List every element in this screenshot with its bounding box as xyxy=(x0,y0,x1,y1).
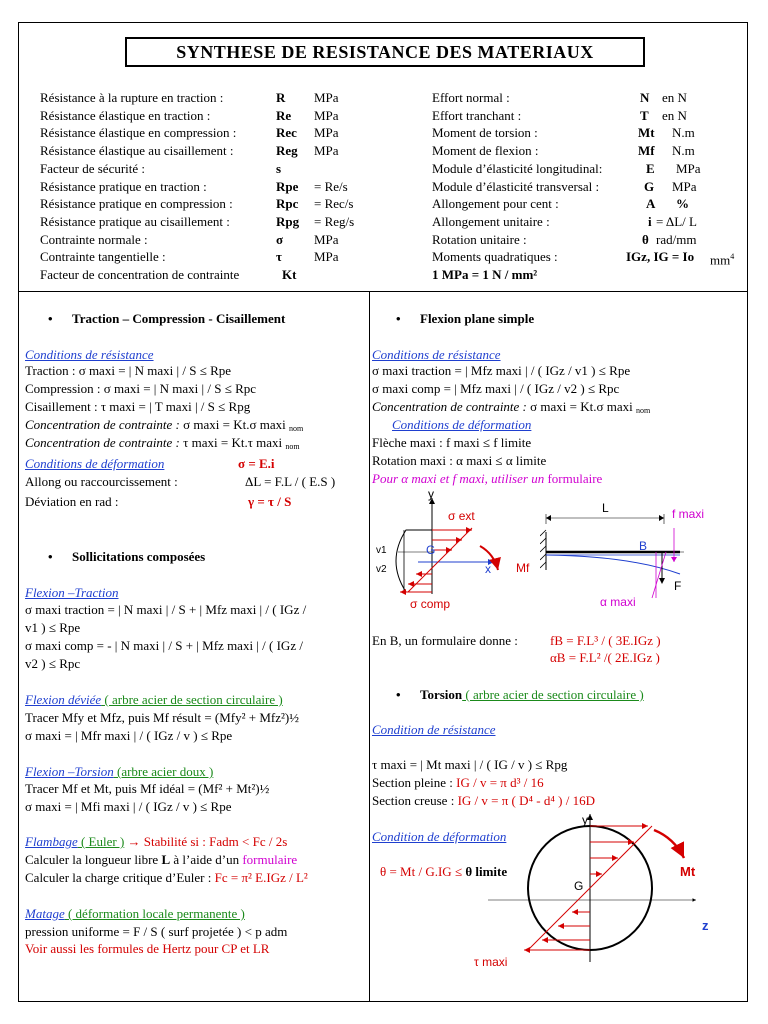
divider-vertical xyxy=(369,291,370,1001)
sym-left-symbol: Rpc xyxy=(276,196,299,212)
ft-line2: v1 ) ≤ Rpe xyxy=(25,620,81,635)
formulaire-note: Pour α maxi et f maxi, utiliser un formulaire xyxy=(372,471,603,486)
sym-left-unit: MPa xyxy=(314,231,339,247)
ft-line4: v2 ) ≤ Rpc xyxy=(25,656,81,671)
sym-left-label: Contrainte normale : xyxy=(40,231,148,247)
cond-res-label: Conditions de résistance xyxy=(372,347,501,362)
flexion-stress-diagram xyxy=(368,488,538,618)
fto-line1: Tracer Mf et Mt, puis Mf idéal = (Mf² + Mt²)½ xyxy=(25,781,270,796)
sym-left-unit: = Rec/s xyxy=(314,196,354,212)
sym-left-label: Résistance pratique en compression : xyxy=(40,196,233,212)
ft-line3: σ maxi comp = - | N maxi | / S + | Mfz maxi | / ( IGz / xyxy=(25,638,303,653)
torsion-res-eq: τ maxi = | Mt maxi | / ( IG / v ) ≤ Rpg xyxy=(372,757,568,772)
sym-left-unit: MPa xyxy=(314,107,339,123)
cond-def-label: Conditions de déformation xyxy=(25,456,165,471)
sym-left-label: Résistance élastique en traction : xyxy=(40,107,211,123)
cisaillement-eq: Cisaillement : τ maxi = | T maxi | / S ≤ Rpg xyxy=(25,399,251,414)
section-creuse: Section creuse : IG / v = π ( D⁴ - d⁴ ) / 16D xyxy=(372,793,595,808)
sym-left-unit: = Reg/s xyxy=(314,213,355,229)
page-title: SYNTHESE DE RESISTANCE DES MATERIAUX xyxy=(125,37,645,67)
hooke-eq: σ = E.i xyxy=(238,456,275,471)
fd-line1: Tracer Mfy et Mfz, puis Mf résult = (Mfy² + Mfz²)½ xyxy=(25,710,299,725)
sym-right-symbol: E xyxy=(646,160,655,176)
fleche-eq: Flèche maxi : f maxi ≤ f limite xyxy=(372,435,532,450)
sym-right-label: Effort tranchant : xyxy=(432,107,522,123)
sym-left-label: Contrainte tangentielle : xyxy=(40,249,166,265)
cond-def-torsion-label: Condition de déformation xyxy=(372,829,507,844)
cantilever-diagram xyxy=(540,498,740,618)
sym-left-label: Résistance à la rupture en traction : xyxy=(40,90,224,105)
sym-left-symbol: Rec xyxy=(276,125,297,141)
sym-left-label: Facteur de sécurité : xyxy=(40,160,146,176)
matage-line2: Voir aussi les formules de Hertz pour CP et LR xyxy=(25,941,270,956)
sym-left-label: Résistance pratique au cisaillement : xyxy=(40,213,230,229)
sym-right-unit: $mm^4$ xyxy=(710,252,735,268)
sym-right-symbol: i xyxy=(648,213,652,229)
sym-left-symbol: Rpg xyxy=(276,213,300,229)
sym-right-label: Moment de flexion : xyxy=(432,143,539,159)
sym-right-label: Module d’élasticité transversal : xyxy=(432,178,600,194)
sym-left-symbol: Reg xyxy=(276,143,298,159)
fig1-Mf: Mf xyxy=(516,561,530,575)
concentration-sigma: Concentration de contrainte : σ maxi = Kt.σ maxi $_{nom}$ xyxy=(372,399,651,415)
flexion-comp-eq: σ maxi comp = | Mfz maxi | / ( IGz / v2 ) ≤ Rpc xyxy=(372,381,620,396)
deviation-eq: γ = τ / S xyxy=(248,494,292,509)
sym-left-unit: MPa xyxy=(314,143,339,159)
sym-right-label: Allongement pour cent : xyxy=(432,196,559,212)
compression-eq: Compression : σ maxi = | N maxi | / S ≤ Rpc xyxy=(25,381,257,396)
sym-right-unit: en N xyxy=(662,107,687,123)
sym-left-symbol: Kt xyxy=(282,267,297,282)
sym-right-unit: = ΔL/ L xyxy=(656,213,697,229)
rotation-eq: Rotation maxi : α maxi ≤ α limite xyxy=(372,453,547,468)
sym-right-symbol: 1 MPa = 1 N / mm² xyxy=(432,267,538,282)
sym-left-symbol: R xyxy=(276,90,286,105)
fig1-sigma-comp: σ comp xyxy=(410,597,451,611)
fig1-G: G xyxy=(426,543,436,557)
allong-eq: ΔL = F.L / ( E.S ) xyxy=(245,474,336,489)
arrow-right-icon: → xyxy=(127,834,141,849)
fig3-tau: τ maxi xyxy=(474,955,508,969)
fig3-y-label: y xyxy=(582,813,588,827)
sym-right-symbol: Mt xyxy=(638,125,655,141)
sym-left-label: Facteur de concentration de contrainte xyxy=(40,267,240,282)
sym-right-symbol: G xyxy=(644,178,655,194)
sym-left-symbol: s xyxy=(276,160,282,176)
sym-left-symbol: σ xyxy=(276,231,284,247)
flambage-line2: Calculer la charge critique d’Euler : Fc = π² E.IGz / L² xyxy=(25,870,308,885)
sym-right-symbol: Mf xyxy=(638,143,655,159)
fd-line2: σ maxi = | Mfr maxi | / ( IGz / v ) ≤ Rpe xyxy=(25,728,233,743)
ft-line1: σ maxi traction = | N maxi | / S + | Mfz maxi | / ( IGz / xyxy=(25,602,307,617)
bullet-dot: • xyxy=(396,687,401,702)
fig1-v2: v2 xyxy=(376,564,387,575)
sym-left-label: Résistance pratique en traction : xyxy=(40,178,207,194)
sym-right-label: Moment de torsion : xyxy=(432,125,538,141)
flexion-traction-label: Flexion –Traction xyxy=(25,585,119,600)
sym-left-symbol: Re xyxy=(276,107,292,123)
sym-right-unit: MPa xyxy=(676,160,701,176)
sym-right-unit: N.m xyxy=(672,125,695,141)
matage-heading: Matage ( déformation locale permanente ) xyxy=(25,906,245,921)
bullet-dot: • xyxy=(48,311,53,326)
section-pleine: Section pleine : IG / v = π d³ / 16 xyxy=(372,775,544,790)
sym-right-symbol: θ xyxy=(642,231,649,247)
matage-line1: pression uniforme = F / S ( surf projetée ) < p adm xyxy=(25,924,288,939)
sym-left-unit: MPa xyxy=(314,90,339,105)
bullet-dot: • xyxy=(396,311,401,326)
sym-left-symbol: Rpe xyxy=(276,178,299,194)
sym-right-label: Effort normal : xyxy=(432,90,510,105)
fig2-F: F xyxy=(674,579,682,593)
fig1-v1: v1 xyxy=(376,545,387,556)
ab-eq: αB = F.L² /( 2E.IGz ) xyxy=(550,650,660,665)
sym-right-symbol: A xyxy=(646,196,656,212)
fig2-B: B xyxy=(639,539,648,553)
sym-right-symbol: T xyxy=(640,107,649,123)
traction-eq: Traction : σ maxi = | N maxi | / S ≤ Rpe xyxy=(25,363,232,378)
flambage-line1: Calculer la longueur libre L à l’aide d’un formulaire xyxy=(25,852,298,867)
sym-left-label: Résistance élastique au cisaillement : xyxy=(40,143,234,159)
fig3-z: z xyxy=(702,918,709,933)
sym-right-symbol: IGz, IG = Io xyxy=(626,249,695,265)
sym-left-label: Résistance élastique en compression : xyxy=(40,125,237,141)
fig3-Mt: Mt xyxy=(680,864,696,879)
section-torsion-heading: Torsion ( arbre acier de section circulaire ) xyxy=(420,687,644,702)
flambage-heading: Flambage ( Euler ) → Stabilité si : Fadm < Fc / 2s xyxy=(25,834,288,849)
sym-left-unit: = Re/s xyxy=(314,178,348,194)
section-traction-heading: Traction – Compression - Cisaillement xyxy=(72,311,286,326)
sym-right-label: Moments quadratiques : xyxy=(432,249,558,265)
concentration-tau: Concentration de contrainte : τ maxi = Kt.τ maxi $_{nom}$ xyxy=(25,435,300,451)
deviation-label: Déviation en rad : xyxy=(25,494,119,509)
sym-left-symbol: τ xyxy=(276,249,282,265)
sym-right-unit: N.m xyxy=(672,143,695,159)
fto-line2: σ maxi = | Mfi maxi | / ( IGz / v ) ≤ Rpe xyxy=(25,799,232,814)
sym-right-unit: % xyxy=(676,196,689,212)
fig2-L: L xyxy=(602,501,609,515)
bullet-dot: • xyxy=(48,549,53,564)
divider-horizontal xyxy=(19,291,747,292)
sym-right-unit: MPa xyxy=(672,178,697,194)
flexion-torsion-heading: Flexion –Torsion (arbre acier doux ) xyxy=(25,764,214,779)
cond-res-label: Conditions de résistance xyxy=(25,347,154,362)
sym-right-label: Module d’élasticité longitudinal: xyxy=(432,160,603,176)
section-flexion-heading: Flexion plane simple xyxy=(420,311,535,326)
concentration-sigma: Concentration de contrainte : σ maxi = Kt.σ maxi $_{nom}$ xyxy=(25,417,304,433)
fb-eq: fB = F.L³ / ( 3E.IGz ) xyxy=(550,633,661,648)
cond-res-torsion-label: Condition de résistance xyxy=(372,722,496,737)
flexion-traction-eq: σ maxi traction = | Mfz maxi | / ( IGz / v1 ) ≤ Rpe xyxy=(372,363,631,378)
fig1-sigma-ext: σ ext xyxy=(448,509,475,523)
cond-def-label: Conditions de déformation xyxy=(392,417,532,432)
sym-left-unit: MPa xyxy=(314,125,339,141)
fig1-y-label: y xyxy=(428,488,434,501)
sym-right-label: Rotation unitaire : xyxy=(432,231,527,247)
sym-right-symbol: N xyxy=(640,90,650,105)
en-b-label: En B, un formulaire donne : xyxy=(372,633,518,648)
sym-right-unit: rad/mm xyxy=(656,231,697,247)
allong-label: Allong ou raccourcissement : xyxy=(25,474,178,489)
fig1-x: x xyxy=(485,562,491,576)
fig2-fmaxi: f maxi xyxy=(672,507,705,521)
flexion-deviee-heading: Flexion déviée ( arbre acier de section circulaire ) xyxy=(25,692,283,707)
torsion-section-diagram xyxy=(468,812,728,970)
fig3-G: G xyxy=(574,879,584,893)
sym-right-unit: en N xyxy=(662,90,687,105)
fig2-alpha: α maxi xyxy=(600,595,636,609)
sym-right-label: Allongement unitaire : xyxy=(432,213,550,229)
theta-eq: θ = Mt / G.IG ≤ θ limite xyxy=(380,864,508,879)
sym-left-unit: MPa xyxy=(314,249,339,265)
section-composees-heading: Sollicitations composées xyxy=(72,549,206,564)
